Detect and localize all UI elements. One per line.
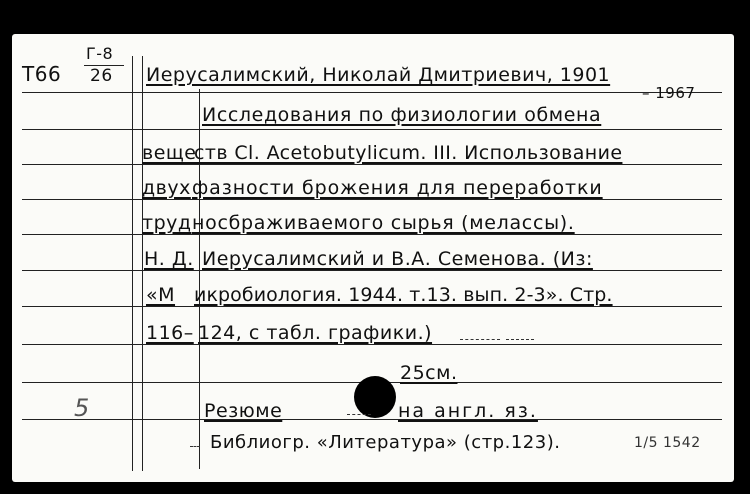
card-rule [22,164,722,165]
filler-dash [190,446,200,447]
summary-label: Резюме [204,400,283,422]
card-rule [22,344,722,345]
filler-dash [506,339,534,340]
title-line: 124, с табл. графики.) [198,322,433,344]
card-rule [22,306,722,307]
card-rule [22,270,722,271]
filler-dash [347,414,371,415]
margin-text: веще [142,142,197,164]
margin-text: труд [142,212,192,234]
punched-hole [354,376,396,418]
margin-mark: 5 [74,394,90,422]
card-rule [22,419,722,420]
card-top-rule [22,92,722,93]
title-line: икробиология. 1944. т.13. вып. 2-3». Стр. [194,284,613,306]
margin-line [132,56,133,471]
call-number-numerator: Г-8 [86,44,114,63]
corner-mark: 1/5 1542 [634,435,701,451]
title-line: носбраживаемого сырья (мелассы). [192,212,575,234]
margin-text: 116– [146,322,194,344]
call-number: Т66 [22,62,62,86]
summary-text: на англ. яз. [398,400,538,422]
card-rule [22,234,722,235]
card-rule [22,129,722,130]
catalog-card [12,34,734,482]
filler-dash [460,339,500,340]
card-rule [22,199,722,200]
call-number-denominator: 26 [90,66,113,86]
margin-text: Н. Д. [144,248,194,270]
margin-text: двух [142,177,191,199]
title-line: фазности брожения для переработки [192,177,603,199]
margin-line [142,56,143,471]
title-line: Исследования по физиологии обмена [202,104,602,126]
bibliography-note: Библиогр. «Литература» (стр.123). [210,432,561,453]
margin-text: «М [146,284,176,306]
author-heading: Иерусалимский, Николай Дмитриевич, 1901 [146,64,611,86]
title-line: Иерусалимский и В.А. Семенова. (Из: [202,248,593,270]
size-note: 25см. [400,362,458,384]
author-death-year: – 1967 [642,84,696,102]
title-line: ств Cl. Acetobutylicum. III. Использование [194,142,623,164]
